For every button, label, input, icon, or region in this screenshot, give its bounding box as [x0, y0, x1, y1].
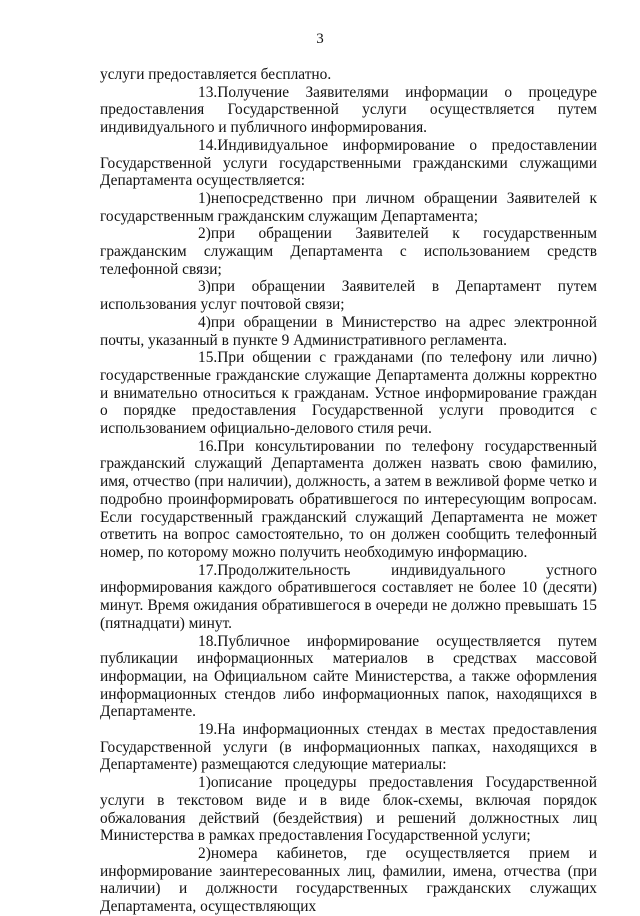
paragraph-number: 18.	[198, 632, 218, 650]
paragraph-text: При консультировании по телефону государственный гражданский служащий Департамента должен назвать свою фамилию, имя, отчество (при наличии), должность, а затем в вежливой форме четко и подробно проинформировать обратившегося по интересующим вопросам. Если государственный гражданский служащий Департамента не может ответить на вопрос самостоятельно, то он должен сообщить телефонный номер, по которому можно получить необходимую информацию.	[100, 437, 597, 561]
paragraph-14	[100, 137, 597, 190]
item-number: 1)	[198, 189, 211, 207]
paragraph-19-item-1	[100, 774, 597, 845]
paragraph-16	[100, 438, 597, 562]
page-number: 3	[316, 31, 324, 47]
item-number: 2)	[198, 225, 211, 243]
paragraph-number: 16.	[198, 437, 218, 455]
item-number: 1)	[198, 774, 211, 792]
item-text: номера кабинетов, где осуществляется прием и информирование заинтересованных лиц, фамилии, имена, отчества (при наличии) и должности государственных гражданских служащих Департамента, осуществляющих	[100, 844, 597, 916]
paragraph-14-item-2	[100, 225, 597, 278]
item-text: при обращении Заявителей в Департамент путем использования услуг почтовой связи;	[100, 278, 597, 314]
paragraph-number: 19.	[198, 721, 218, 739]
paragraph-text: Публичное информирование осуществляется путем публикации информационных материалов в средствах массовой информации, на Официальном сайте Министерства, а также оформления информационных стендов либо информационных папок, находящихся в Департаменте.	[100, 632, 597, 721]
paragraph-14-item-1	[100, 190, 597, 225]
paragraph-text: Продолжительность индивидуального устного информирования каждого обратившегося составляет не более 10 (десяти) минут. Время ожидания обратившегося в очереди не должно превышать 15 (пятнадцати) минут.	[100, 561, 597, 632]
paragraph-text: При общении с гражданами (по телефону или лично) государственные гражданские служащие Департамента должны корректно и внимательно относиться к гражданам. Устное информирование граждан о порядке предоставления Государственной услуги проводится с использованием официально-делового стиля речи.	[100, 349, 597, 438]
paragraph-14-item-4	[100, 314, 597, 349]
paragraph-13	[100, 84, 597, 137]
paragraph-15	[100, 349, 597, 438]
item-number: 4)	[198, 313, 211, 331]
item-text: описание процедуры предоставления Государственной услуги в текстовом виде и в виде блок-схемы, включая порядок обжалования действий (бездействия) и решений должностных лиц Министерства в рамках предоставления Государственной услуги;	[100, 774, 597, 845]
paragraph-number: 14.	[198, 136, 218, 154]
paragraph-18	[100, 633, 597, 722]
paragraph-text: Индивидуальное информирование о предоставлении Государственной услуги государственными гражданскими служащими Департамента осуществляется:	[100, 136, 597, 190]
paragraph-number: 17.	[198, 561, 218, 579]
paragraph-14-item-3	[100, 278, 597, 313]
paragraph-17	[100, 562, 597, 633]
paragraph-number: 13.	[198, 83, 218, 101]
paragraph-text: услуги предоставляется бесплатно.	[100, 66, 332, 83]
paragraph-19-item-2	[100, 845, 597, 916]
item-text: непосредственно при личном обращении Заявителей к государственным гражданским служащим Департамента;	[100, 189, 597, 225]
paragraph-continuation	[100, 66, 597, 84]
item-text: при обращении Заявителей к государственным гражданским служащим Департамента с использованием средств телефонной связи;	[100, 225, 597, 278]
item-number: 2)	[198, 844, 211, 862]
item-text: при обращении в Министерство на адрес электронной почты, указанный в пункте 9 Административного регламента.	[100, 313, 597, 349]
paragraph-19	[100, 721, 597, 774]
paragraph-number: 15.	[198, 349, 218, 367]
paragraph-text: Получение Заявителями информации о процедуре предоставления Государственной услуги осуществляется путем индивидуального и публичного информирования.	[100, 83, 597, 137]
item-number: 3)	[198, 278, 211, 296]
document-body	[100, 66, 597, 916]
paragraph-text: На информационных стендах в местах предоставления Государственной услуги (в информационных папках, находящихся в Департаменте) размещаются следующие материалы:	[100, 721, 597, 774]
